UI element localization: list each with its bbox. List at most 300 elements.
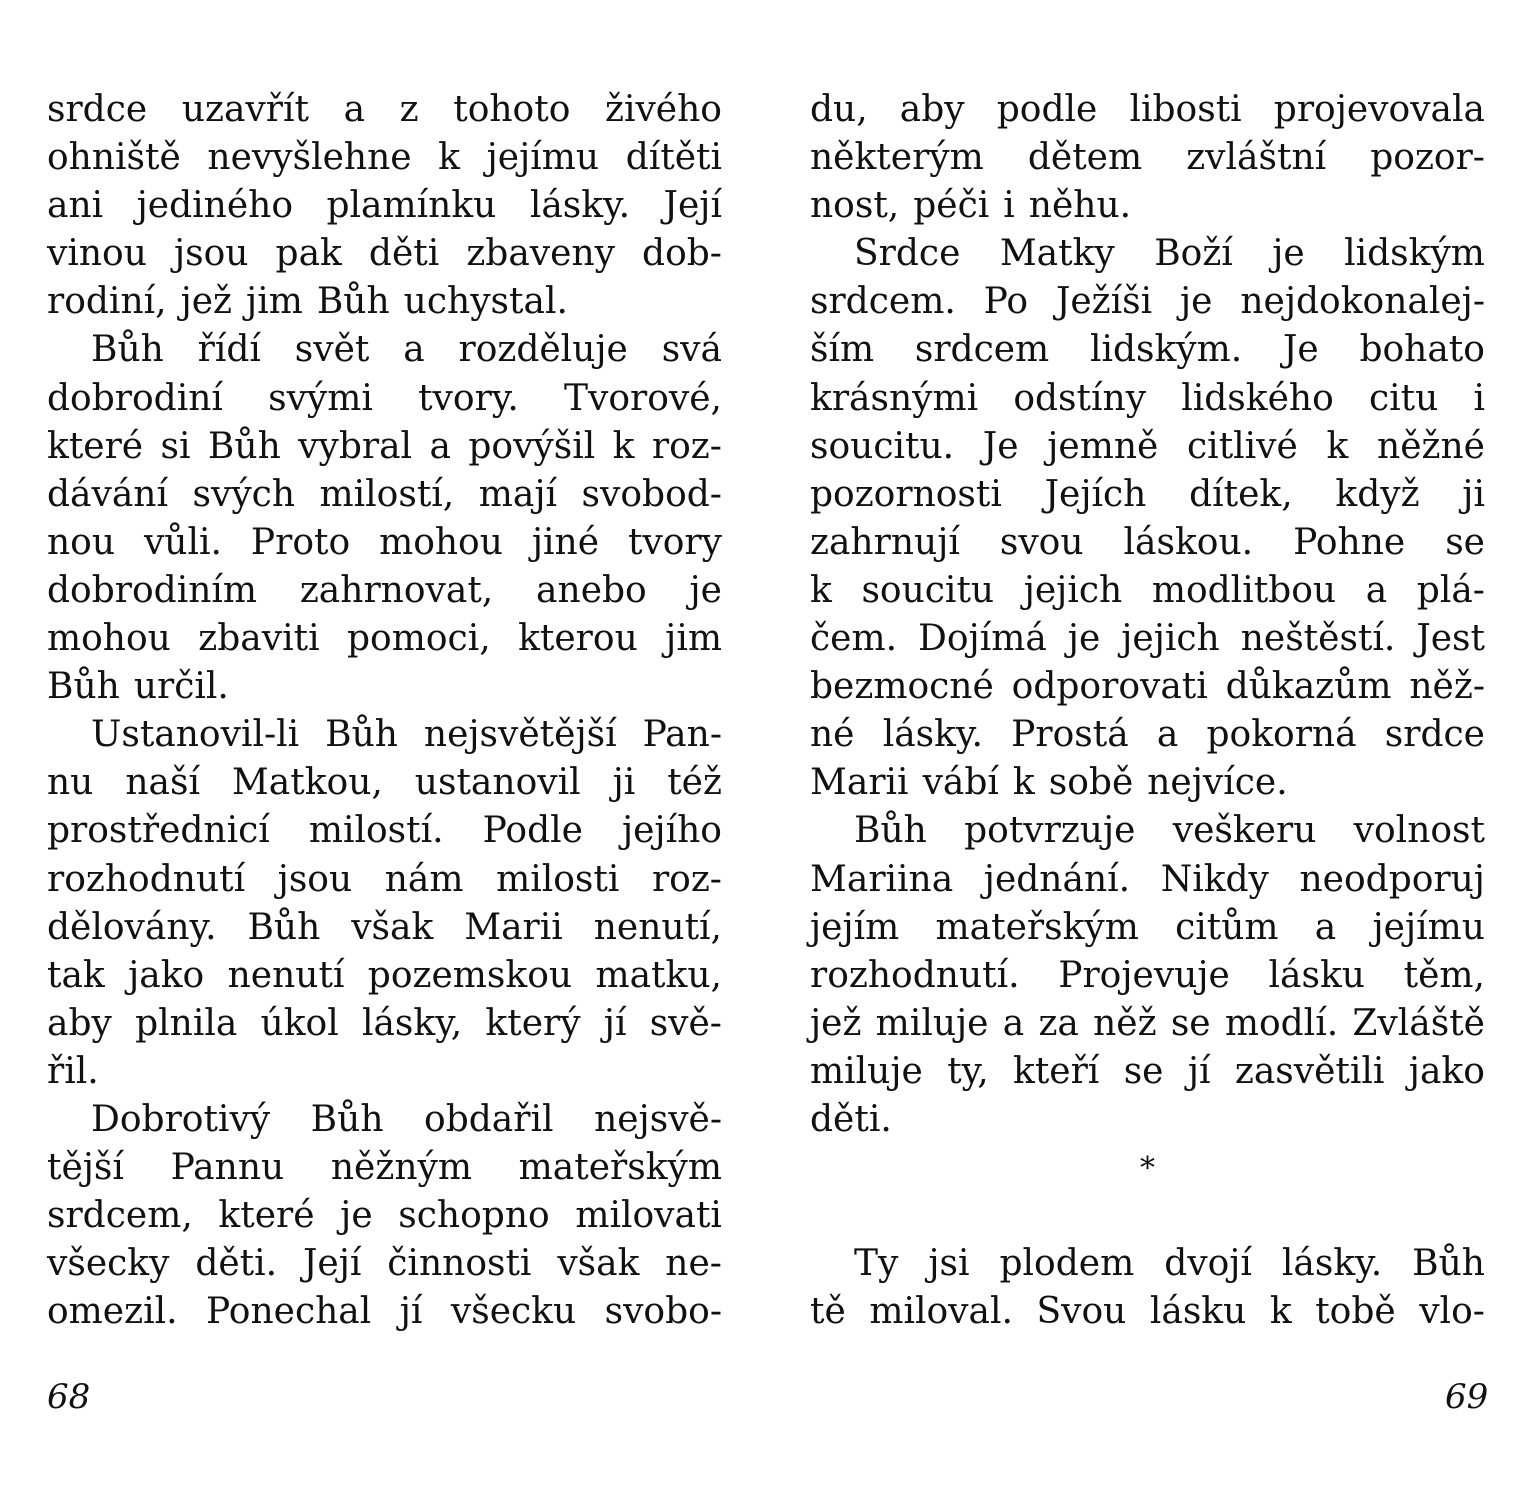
word: je [1180,281,1213,323]
word: jim [246,281,303,323]
word: Prostá [1011,714,1129,756]
word: svou [999,521,1084,563]
word: citu [1368,377,1439,419]
text-line [47,519,722,567]
text-line [47,615,722,663]
word: rodiní, [47,281,167,323]
word: řil. [47,1050,99,1092]
word: Tvorové, [563,377,722,419]
word: nejsvě- [594,1098,722,1140]
word: Boží [1154,233,1233,275]
word: vinou [47,233,147,275]
word: pozornosti [810,473,1002,515]
word: rozděluje [458,329,628,371]
word: vůli. [143,521,222,563]
word: soucitu [861,569,995,611]
word: pozor- [1370,137,1485,179]
word: neštěstí. [1240,618,1396,660]
word: jí [1187,1050,1211,1092]
word: a [1002,1002,1025,1044]
word: milovati [575,1195,722,1237]
word: tější [47,1147,124,1189]
word: lidského [1181,377,1334,419]
word: Je [982,425,1019,467]
word: některým [810,137,984,179]
word: dobrodiním [47,569,258,611]
text-line [810,1288,1485,1336]
word: svět [294,329,370,371]
word: anebo [536,569,647,611]
word: naší [125,762,200,804]
word: bohato [1359,329,1485,371]
text-line [47,711,722,759]
page-number-left: 68 [47,1377,91,1417]
word: miloval. [869,1291,1013,1333]
text-line [47,230,722,278]
word: podle [996,89,1098,130]
word: roz- [651,858,722,900]
word: dětem [1027,137,1143,179]
word: Bůh [325,714,398,756]
word: vybral [298,425,413,467]
word: úkol [260,1002,339,1044]
word: potvrzuje [964,810,1136,852]
word: omezil. [47,1291,178,1333]
word: se [1445,521,1485,563]
word: srdcem, [47,1195,193,1237]
word: plodem [999,1243,1135,1285]
word: vábí [922,762,999,804]
word: se [1170,1002,1211,1044]
text-line [810,1048,1485,1096]
word: jsou [173,233,249,275]
text-line [810,1000,1485,1048]
word: ji [612,762,636,804]
word: určil. [133,666,229,708]
word: pozemskou [367,954,573,996]
word: mají [478,473,558,515]
word: jako [1408,1050,1485,1092]
text-line [810,375,1485,423]
text-line [47,1192,722,1240]
word: ji [1462,473,1485,515]
text-line [47,567,722,615]
text-line [47,807,722,855]
word: činnosti [387,1243,532,1285]
word: Proto [250,521,351,563]
word: nenutí, [593,906,722,948]
left-page-text [47,86,722,1336]
text-line [810,952,1485,1000]
word: aby [899,89,965,130]
word: jejího [621,810,722,852]
word: tobě [1315,1291,1396,1333]
word: mohou [379,521,503,563]
word: Mariina [810,858,954,900]
word: je [340,1195,373,1237]
word: dělovány. [47,906,217,948]
word: láskou. [1123,521,1254,563]
word: citům [1175,906,1279,948]
word: rozhodnutí [47,858,246,900]
text-line [810,230,1485,278]
word: dob- [642,233,722,275]
text-line [47,759,722,807]
word: du, [810,89,868,130]
word: jejím [810,906,900,948]
word: péči [913,185,990,227]
word: Pohne [1293,521,1406,563]
word: Její [302,1243,362,1285]
word: lidským. [1089,329,1243,371]
text-line [810,663,1485,711]
word: modlitbou [1151,569,1337,611]
word: pokorná [1206,714,1357,756]
text-line [810,711,1485,759]
word: prostřednicí [47,810,270,852]
word: jediného [136,185,294,227]
word: Jest [1416,618,1485,660]
word: Bůh [247,906,321,948]
word: nejsvětější [423,714,617,756]
word: milostí, [319,473,455,515]
word: nevyšlehne [207,137,412,179]
word: ty, [947,1050,989,1092]
word: něžným [330,1147,472,1189]
word: pomoci, [347,618,491,660]
word: svobo- [604,1291,722,1333]
word: milosti [496,858,620,900]
page-number-right: 69 [1445,1377,1489,1417]
text-line [47,663,722,711]
text-line [810,134,1485,182]
word: řídí [197,329,261,371]
word: a [343,89,366,130]
text-line [810,1240,1485,1288]
asterisk-separator: * [1140,1151,1155,1187]
word: tohoto [453,89,571,130]
word: schopno [398,1195,550,1237]
word: jež [810,1002,862,1044]
word: všecku [450,1291,577,1333]
text-line [47,1096,722,1144]
word: děti. [810,1098,892,1140]
text-line [47,1144,722,1192]
text-line [810,471,1485,519]
word: jejímu [1372,906,1485,948]
word: nenutí [227,954,345,996]
word: dítek, [1189,473,1293,515]
word: Dobrotivý [91,1098,271,1140]
word: k [1269,1291,1292,1333]
word: nejdokonalej- [1240,281,1485,323]
text-line [810,904,1485,952]
text-line [810,519,1485,567]
text-line [47,326,722,374]
word: uchystal. [403,281,568,323]
word: odstíny [1013,377,1147,419]
word: Je [1282,329,1319,371]
word: děti [368,233,440,275]
word: jim [665,618,722,660]
word: lásky, [361,1002,463,1044]
word: lásky. [882,714,983,756]
text-line [47,1048,722,1096]
word: jejich [1121,618,1220,660]
word: ohniště [47,137,181,179]
word: plá- [1416,569,1485,611]
word: miluje [810,1050,923,1092]
word: který [485,1002,581,1044]
word: ne- [665,1243,722,1285]
word: mateřským [935,906,1139,948]
word: jež [180,281,233,323]
word: nost, [810,185,900,227]
word: dávání [47,473,169,515]
word: a [1314,906,1337,948]
word: projevovala [1273,89,1485,130]
word: které [218,1195,315,1237]
word: si [160,425,191,467]
word: zasvětili [1234,1050,1385,1092]
word: zahrnovat, [299,569,494,611]
text-line [810,182,1485,230]
text-line [47,375,722,423]
word: živého [604,89,722,130]
word: srdcem [914,329,1050,371]
word: svými [268,377,373,419]
word: kteří [1013,1050,1100,1092]
word: Bůh [207,425,281,467]
word: i [1003,185,1015,227]
word: Srdce [854,233,961,275]
word: když [1335,473,1420,515]
word: jako [128,954,205,996]
word: né [810,714,855,756]
word: tě [810,1291,846,1333]
word: lásky. [529,185,631,227]
word: roz- [651,425,722,467]
word: ším [810,329,875,371]
word: ustanovil [414,762,581,804]
word: tvory [627,521,722,563]
word: něž- [1409,666,1485,708]
word: plnila [135,1002,238,1044]
word: jiné [531,521,600,563]
text-line [47,856,722,904]
word: bezmocné [810,666,994,708]
word: zbaveny [466,233,615,275]
word: se [1123,1050,1164,1092]
word: jsou [277,858,353,900]
word: něž [1093,1002,1157,1044]
word: Ježíši [1055,281,1153,323]
word: těm, [1403,954,1485,996]
text-line [810,567,1485,615]
word: jsi [928,1243,970,1285]
word: svá [661,329,722,371]
word: neodporuj [1299,858,1485,900]
word: též [667,762,722,804]
word: je [1067,618,1101,660]
word: Nikdy [1160,858,1269,900]
word: Ponechal [206,1291,372,1333]
text-line [810,423,1485,471]
word: obdařil [424,1098,554,1140]
text-line [47,471,722,519]
word: Bůh [310,1098,384,1140]
word: Podle [482,810,583,852]
word: Pannu [170,1147,285,1189]
word: tvory. [418,377,519,419]
word: matku, [595,954,722,996]
word: ani [47,185,104,227]
word: volnost [1353,810,1485,852]
word: svě- [649,1002,722,1044]
word: všecky [47,1243,170,1285]
word: modlí. [1224,1002,1339,1044]
word: Bůh [47,666,120,708]
text-line [47,134,722,182]
word: Její [663,185,722,227]
word: mateřským [518,1147,722,1189]
word: dvojí [1164,1243,1252,1285]
word: srdcem. [810,281,956,323]
word: jejich [1023,569,1123,611]
word: zvláštní [1186,137,1327,179]
word: veškeru [1172,810,1317,852]
word: dobrodiní [47,377,223,419]
word: z [399,89,419,130]
word: Bůh [91,329,164,371]
word: Bůh [1412,1243,1485,1285]
word: které [47,425,144,467]
word: Jejích [1044,473,1147,515]
word: i [1473,377,1485,419]
word: k [1326,425,1349,467]
word: k [1012,762,1035,804]
text-line [47,904,722,952]
word: za [1038,1002,1079,1044]
word: jí [603,1002,627,1044]
word: čem. [810,618,898,660]
word: rozhodnutí. [810,954,1020,996]
word: lásku [1149,1291,1247,1333]
word: Bůh [854,810,927,852]
word: jednání. [983,858,1131,900]
word: lidským [1344,233,1485,275]
text-line [47,86,722,134]
word: a [403,329,425,371]
word: krásnými [810,377,979,419]
word: nejvíce. [1147,762,1288,804]
word: však [351,906,434,948]
word: však [557,1243,640,1285]
word: svých [192,473,296,515]
word: něžné [1377,425,1485,467]
word: soucitu. [810,425,955,467]
word: a [1365,569,1388,611]
text-line [47,1240,722,1288]
word: Pan- [642,714,722,756]
word: zahrnují [810,521,960,563]
text-line [47,182,722,230]
word: lásky. [1281,1243,1383,1285]
word: kterou [518,618,638,660]
word: Matky [999,233,1115,275]
word: pak [275,233,342,275]
word: Ustanovil-li [91,714,300,756]
word: miluje [875,1002,989,1044]
word: nám [384,858,464,900]
word: Dojímá [918,618,1047,660]
word: Marii [810,762,909,804]
word: Matkou, [231,762,383,804]
word: svobod- [581,473,722,515]
text-line [810,86,1485,134]
text-line [47,1288,722,1336]
text-line [47,278,722,326]
word: k [612,425,635,467]
word: Zvláště [1352,1002,1485,1044]
word: plamínku [326,185,497,227]
text-line [810,326,1485,374]
word: povýšil [468,425,596,467]
word: jemně [1047,425,1159,467]
text-line [810,615,1485,663]
right-page-text [810,86,1485,1336]
text-line [47,1000,722,1048]
word: citlivé [1187,425,1298,467]
word: mohou [47,618,171,660]
word: uzavřít [181,89,309,130]
word: aby [47,1002,112,1044]
section-separator [810,1144,1485,1240]
text-line [47,952,722,1000]
word: a [429,425,451,467]
word: odporovati [1011,666,1208,708]
word: jí [399,1291,423,1333]
word: zbaviti [198,618,320,660]
word: je [689,569,722,611]
word: je [1272,233,1305,275]
word: srdce [47,89,148,130]
word: srdce [1384,714,1485,756]
word: a [1156,714,1179,756]
word: Marii [464,906,563,948]
word: nu [47,762,94,804]
word: děti. [195,1243,278,1285]
word: nou [47,521,116,563]
word: sobě [1048,762,1134,804]
word: dítěti [625,137,722,179]
word: jejímu [486,137,600,179]
text-line [810,807,1485,855]
word: Bůh [316,281,390,323]
word: něhu. [1028,185,1132,227]
word: Projevuje [1058,954,1230,996]
text-line [810,856,1485,904]
text-line [810,759,1485,807]
word: k [438,137,460,179]
word: Po [983,281,1029,323]
word: tak [47,954,105,996]
word: Ty [854,1243,899,1285]
word: lásku [1268,954,1365,996]
word: Svou [1036,1291,1127,1333]
word: vlo- [1419,1291,1485,1333]
word: libosti [1129,89,1242,130]
